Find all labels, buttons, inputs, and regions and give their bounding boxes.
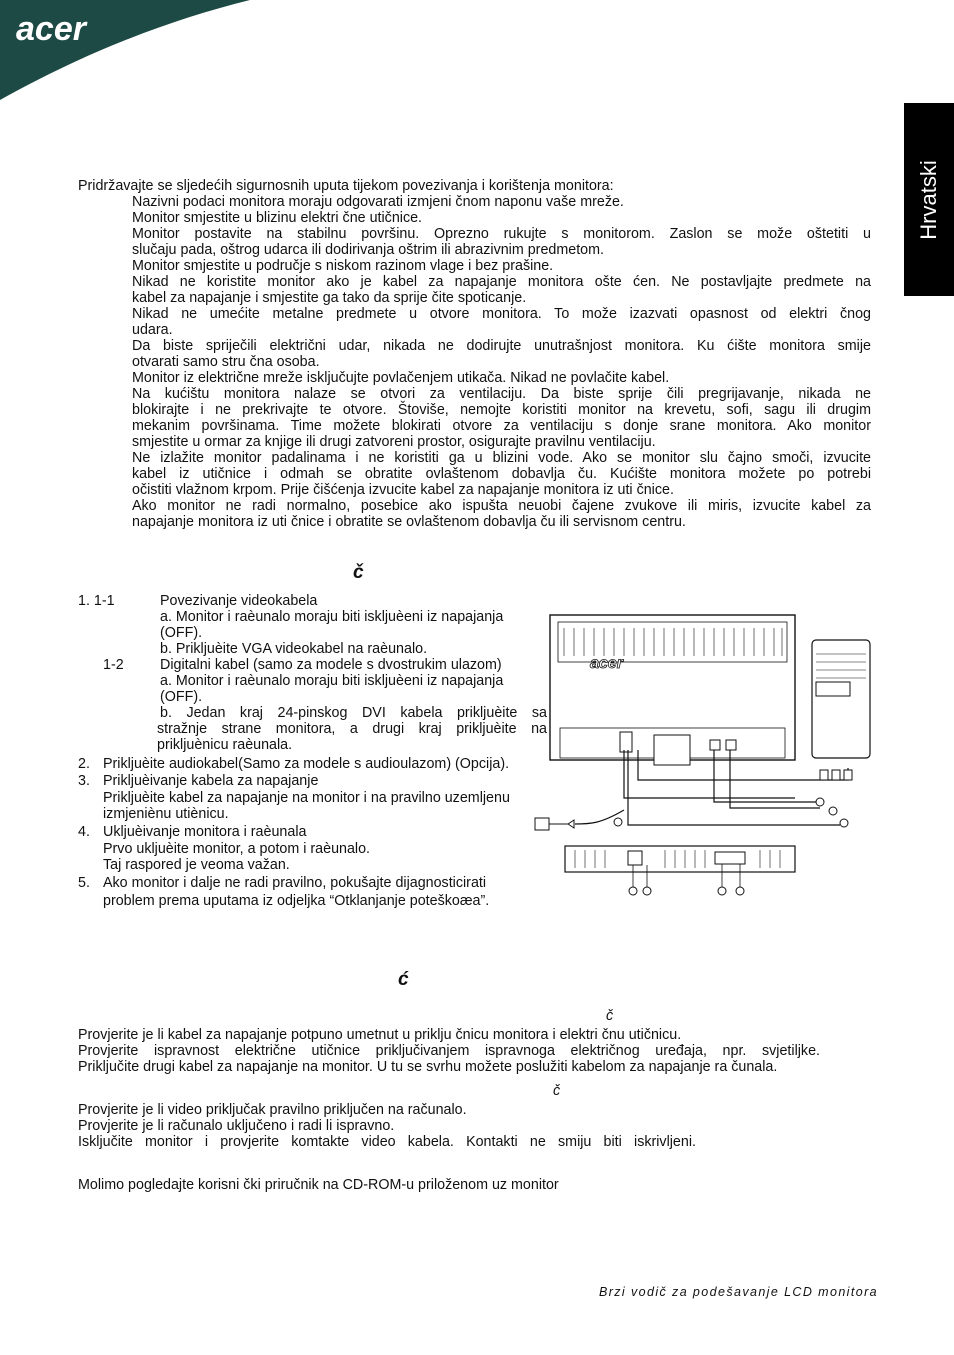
text-line: 4. xyxy=(78,824,90,840)
monitor-acer-logo: acer xyxy=(590,655,623,672)
text-line: Monitor smjestite u blizinu elektri čne utičnice. xyxy=(132,210,423,226)
text-line: a. Monitor i raèunalo moraju biti iskljuèeni iz napajanja xyxy=(160,673,504,689)
text-line: slučaju pada, oštrog udarca ili dodirivanja oštrim ili abrazivnim predmetom. xyxy=(132,242,605,258)
text-line: izmjeniènu utiènicu. xyxy=(103,806,229,822)
text-line: otvarati samo stru čna osoba. xyxy=(132,354,320,370)
monitor-bottom-view xyxy=(565,846,795,872)
text-line: Ako monitor i dalje ne radi pravilno, pokušajte dijagnosticirati xyxy=(103,875,487,891)
text-line: 1-2 xyxy=(103,657,124,673)
connection-diagram xyxy=(530,610,875,900)
text-line: Isključite monitor i provjerite komtakte video kabela. Kontakti ne smiju biti iskrivljeni. xyxy=(78,1134,696,1150)
pc-tower xyxy=(812,640,870,758)
text-line: Da biste spriječili električni udar, nikada ne dodirujte unutrašnjost monitora. Ku ćište monitora smije xyxy=(132,338,871,354)
section-heading-glyph-2: ć xyxy=(398,969,409,990)
text-line: Nikad ne umećite metalne predmete u otvore monitora. To može izazvati opasnost od elektri čnog xyxy=(132,306,871,322)
header-banner xyxy=(0,0,255,104)
text-line: Monitor iz električne mreže isključujte povlačenjem utikača. Nikad ne povlačite kabel. xyxy=(132,370,670,386)
text-line: očistiti vlažnom krpom. Prije čišćenja izvucite kabel za napajanje monitora iz uti čnice. xyxy=(132,482,674,498)
language-tab xyxy=(904,103,954,296)
acer-logo: acer xyxy=(16,10,86,48)
text-line: napajanje monitora iz uti čnice i obratite se ovlaštenom dobavlja ču ili servisnom centru. xyxy=(132,514,686,530)
text-line: 3. xyxy=(78,773,90,789)
troubleshoot-glyph-b: č xyxy=(553,1083,561,1099)
text-line: prikljuènicu raèunala. xyxy=(157,737,293,753)
text-line: Prikljuèivanje kabela za napajanje xyxy=(103,773,319,789)
text-line: Priključite drugi kabel za napajanje na monitor. U tu se svrhu možete poslužiti kabelom za napajanje ra čunala. xyxy=(78,1059,778,1075)
text-line: blokirajte i ne prekrivajte te otvore. Štoviše, nemojte koristiti monitor na krevetu, sofi, sagu ili drugim xyxy=(132,402,871,418)
text-line: Prikljuèite audiokabel(Samo za modele s audioulazom) (Opcija). xyxy=(103,756,510,772)
text-line: smjestite u ormar za knjige ili drugi zatvoreni prostor, osigurajte pravilnu ventilaciju. xyxy=(132,434,656,450)
text-line: Ne izlažite monitor padalinama i ne koristiti ga u blizini vode. Ako se monitor slu čajno smoči, izvucite xyxy=(132,450,871,466)
text-line: b. Prikljuèite VGA videokabel na raèunalo. xyxy=(160,641,428,657)
text-line: Nikad ne koristite monitor ako je kabel za napajanje monitora ošte ćen. Ne postavljajte predmete na xyxy=(132,274,871,290)
text-line: b. Jedan kraj 24-pinskog DVI kabela prikljuèite sa xyxy=(160,705,547,721)
text-line: kabel iz utičnice i odmah se obratite ovlaštenom dobavlja ču. Kućište monitora možete po potrebi xyxy=(132,466,871,482)
text-line: Ukljuèivanje monitora i raèunala xyxy=(103,824,307,840)
text-line: Povezivanje videokabela xyxy=(160,593,318,609)
text-line: Digitalni kabel (samo za modele s dvostrukim ulazom) xyxy=(160,657,502,673)
text-line: Provjerite je li kabel za napajanje potpuno umetnut u priklju čnicu monitora i elektri čnu utičnicu. xyxy=(78,1027,682,1043)
text-line: Nazivni podaci monitora moraju odgovarati izmjeni čnom naponu vaše mreže. xyxy=(132,194,624,210)
text-line: problem prema uputama iz odjeljka “Otklanjanje poteškoæa”. xyxy=(103,893,490,909)
safety-intro: Pridržavajte se sljedećih sigurnosnih uputa tijekom povezivanja i korištenja monitora: xyxy=(78,178,614,194)
text-line: Prvo ukljuèite monitor, a potom i raèunalo. xyxy=(103,841,371,857)
footer-title: Brzi vodič za podešavanje LCD monitora xyxy=(598,1285,878,1299)
text-line: 5. xyxy=(78,875,90,891)
monitor-stand xyxy=(654,735,690,765)
text-line: (OFF). xyxy=(160,689,203,705)
text-line: kabel za napajanje i smjestite ga tako da sprije čite spoticanje. xyxy=(132,290,527,306)
text-line: Monitor postavite na stabilnu površinu. Oprezno rukujte s monitorom. Zaslon se može oštetiti u xyxy=(132,226,871,242)
language-tab-label: Hrvatski xyxy=(916,159,941,240)
section-heading-glyph: č xyxy=(353,562,364,583)
text-line: Provjerite ispravnost električne utičnice priključivanjem ispravnoga električnog uređaja, npr. svjetiljke. xyxy=(78,1043,820,1059)
manual-reference: Molimo pogledajte korisni čki priručnik na CD-ROM-u priloženom uz monitor xyxy=(78,1177,559,1193)
text-line: 2. xyxy=(78,756,90,772)
text-line: mekanim površinama. Time možete blokirati otvore za ventilaciju s donje srane monitora. Ako monitor xyxy=(132,418,871,434)
troubleshoot-glyph-a: č xyxy=(606,1008,614,1024)
text-line: 1. 1-1 xyxy=(78,593,115,609)
text-line: Monitor smjestite u područje s niskom razinom vlage i bez prašine. xyxy=(132,258,554,274)
text-line: stražnje strane monitora, a drugi kraj prikljuèite na xyxy=(157,721,547,737)
text-line: a. Monitor i raèunalo moraju biti iskljuèeni iz napajanja xyxy=(160,609,504,625)
text-line: Provjerite je li računalo uključeno i radi li ispravno. xyxy=(78,1118,395,1134)
text-line: Ako monitor ne radi normalno, posebice ako ispušta neuobi čajene zvukove ili miris, izvucite kabel za xyxy=(132,498,871,514)
text-line: Provjerite je li video priključak pravilno priključen na računalo. xyxy=(78,1102,467,1118)
text-line: Prikljuèite kabel za napajanje na monitor i na pravilno uzemljenu xyxy=(103,790,510,806)
text-line: (OFF). xyxy=(160,625,203,641)
text-line: Taj raspored je veoma važan. xyxy=(103,857,290,873)
text-line: udara. xyxy=(132,322,173,338)
text-line: Na kućištu monitora nalaze se otvori za ventilaciju. Da biste sprije čili pregrijavanje, nikada ne xyxy=(132,386,871,402)
